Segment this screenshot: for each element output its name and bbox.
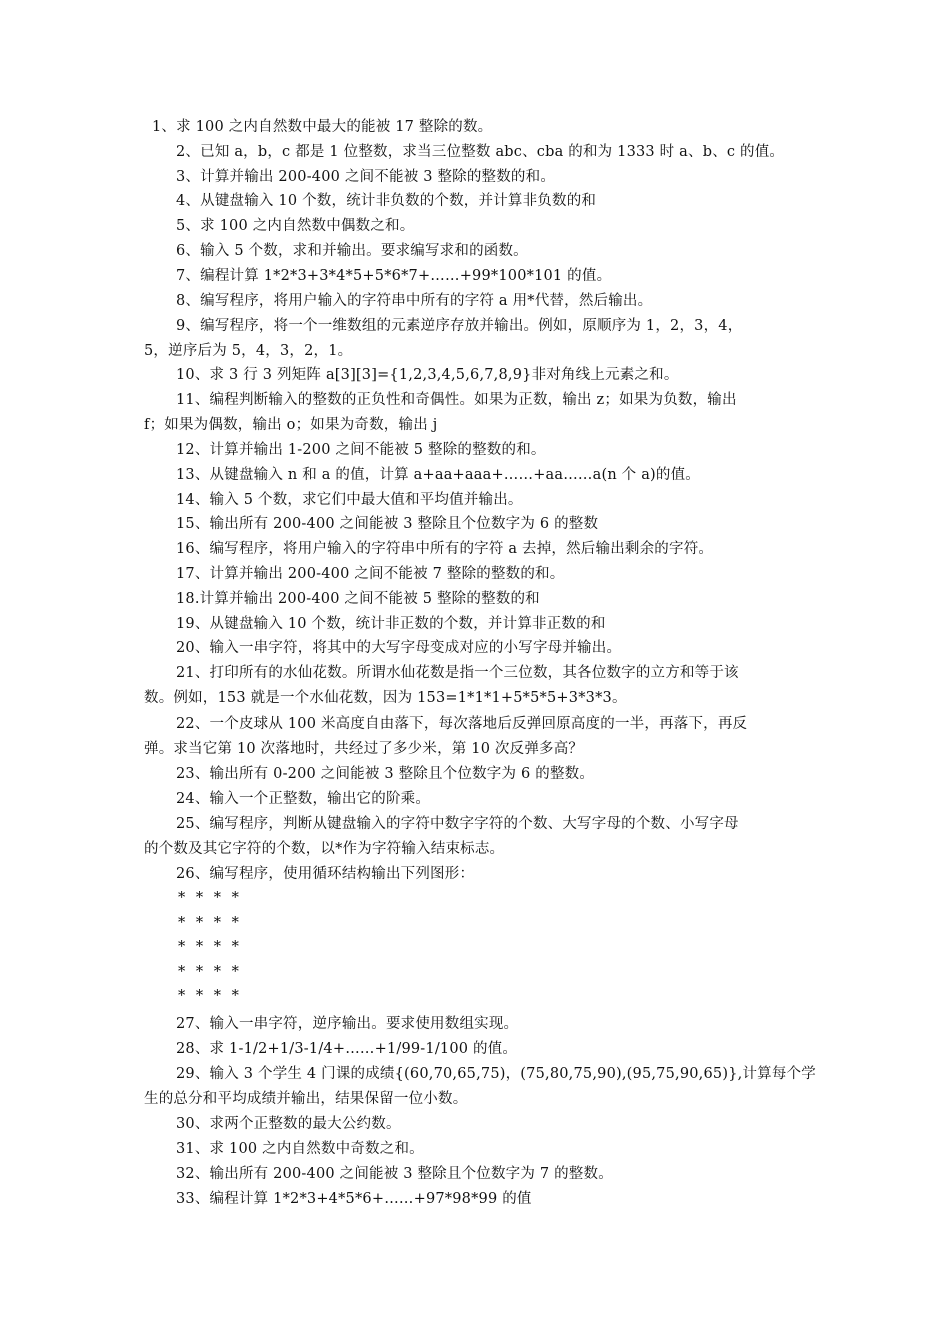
- text-line: 21、打印所有的水仙花数。所谓水仙花数是指一个三位数，其各位数字的立方和等于该: [176, 665, 739, 681]
- text-line: 22、一个皮球从 100 米高度自由落下，每次落地后反弹回原高度的一半，再落下，再反: [176, 716, 748, 732]
- text-line: 26、编写程序，使用循环结构输出下列图形：: [176, 866, 475, 882]
- text-line: 的个数及其它字符的个数，以*作为字符输入结束标志。: [144, 841, 505, 857]
- text-line: 33、编程计算 1*2*3+4*5*6+……+97*98*99 的值: [176, 1191, 532, 1207]
- text-line: 生的总分和平均成绩并输出，结果保留一位小数。: [144, 1091, 468, 1107]
- text-line: 8、编写程序，将用户输入的字符串中所有的字符 a 用*代替，然后输出。: [176, 293, 653, 309]
- star-pattern-row: * * * *: [178, 988, 242, 1004]
- text-line: 14、输入 5 个数，求它们中最大值和平均值并输出。: [176, 492, 523, 508]
- text-line: 11、编程判断输入的整数的正负性和奇偶性。如果为正数，输出 z；如果为负数，输出: [176, 392, 737, 408]
- text-line: 6、输入 5 个数，求和并输出。要求编写求和的函数。: [176, 243, 528, 259]
- text-line: 18.计算并输出 200-400 之间不能被 5 整除的整数的和: [176, 591, 540, 607]
- text-line: 20、输入一串字符，将其中的大写字母变成对应的小写字母并输出。: [176, 640, 622, 656]
- text-line: 17、计算并输出 200-400 之间不能被 7 整除的整数的和。: [176, 566, 565, 582]
- text-line: 12、计算并输出 1-200 之间不能被 5 整除的整数的和。: [176, 442, 546, 458]
- text-line: 2、已知 a，b，c 都是 1 位整数，求当三位整数 abc、cba 的和为 1333 时 a、b、c 的值。: [176, 144, 785, 160]
- text-line: 30、求两个正整数的最大公约数。: [176, 1116, 401, 1132]
- text-line: 15、输出所有 200-400 之间能被 3 整除且个位数字为 6 的整数: [176, 516, 599, 532]
- text-line: 7、编程计算 1*2*3+3*4*5+5*6*7+……+99*100*101 的值。: [176, 268, 612, 284]
- text-line: 13、从键盘输入 n 和 a 的值，计算 a+aa+aaa+……+aa……a(n 个 a)的值。: [176, 467, 700, 483]
- text-line: 数。例如，153 就是一个水仙花数，因为 153=1*1*1+5*5*5+3*3*3。: [144, 690, 627, 706]
- text-line: 19、从键盘输入 10 个数，统计非正数的个数，并计算非正数的和: [176, 616, 606, 632]
- text-line: 32、输出所有 200-400 之间能被 3 整除且个位数字为 7 的整数。: [176, 1166, 613, 1182]
- text-line: 29、输入 3 个学生 4 门课的成绩{(60,70,65,75)，(75,80,75,90),(95,75,90,65)},计算每个学: [176, 1066, 816, 1082]
- text-line: 31、求 100 之内自然数中奇数之和。: [176, 1141, 424, 1157]
- text-line: 24、输入一个正整数，输出它的阶乘。: [176, 791, 431, 807]
- text-line: 10、求 3 行 3 列矩阵 a[3][3]={1,2,3,4,5,6,7,8,9}非对角线上元素之和。: [176, 367, 679, 383]
- star-pattern-row: * * * *: [178, 890, 242, 906]
- text-line: f；如果为偶数，输出 o；如果为奇数，输出 j: [144, 417, 438, 433]
- text-line: 弹。求当它第 10 次落地时，共经过了多少米，第 10 次反弹多高？: [144, 741, 584, 757]
- text-line: 5，逆序后为 5，4，3，2，1。: [144, 343, 353, 359]
- text-line: 9、编写程序，将一个一维数组的元素逆序存放并输出。例如，原顺序为 1，2，3，4，: [176, 318, 743, 334]
- star-pattern-row: * * * *: [178, 915, 242, 931]
- text-line: 27、输入一串字符，逆序输出。要求使用数组实现。: [176, 1016, 519, 1032]
- text-line: 3、计算并输出 200-400 之间不能被 3 整除的整数的和。: [176, 169, 556, 185]
- text-line: 25、编写程序，判断从键盘输入的字符中数字字符的个数、大写字母的个数、小写字母: [176, 816, 739, 832]
- star-pattern-row: * * * *: [178, 939, 242, 955]
- text-line: 28、求 1-1/2+1/3-1/4+……+1/99-1/100 的值。: [176, 1041, 518, 1057]
- text-line: 4、从键盘输入 10 个数，统计非负数的个数，并计算非负数的和: [176, 193, 597, 209]
- text-line: 23、输出所有 0-200 之间能被 3 整除且个位数字为 6 的整数。: [176, 766, 595, 782]
- text-line: 16、编写程序，将用户输入的字符串中所有的字符 a 去掉，然后输出剩余的字符。: [176, 541, 714, 557]
- star-pattern-row: * * * *: [178, 964, 242, 980]
- text-line: 5、求 100 之内自然数中偶数之和。: [176, 218, 415, 234]
- text-line: 1、求 100 之内自然数中最大的能被 17 整除的数。: [152, 119, 493, 135]
